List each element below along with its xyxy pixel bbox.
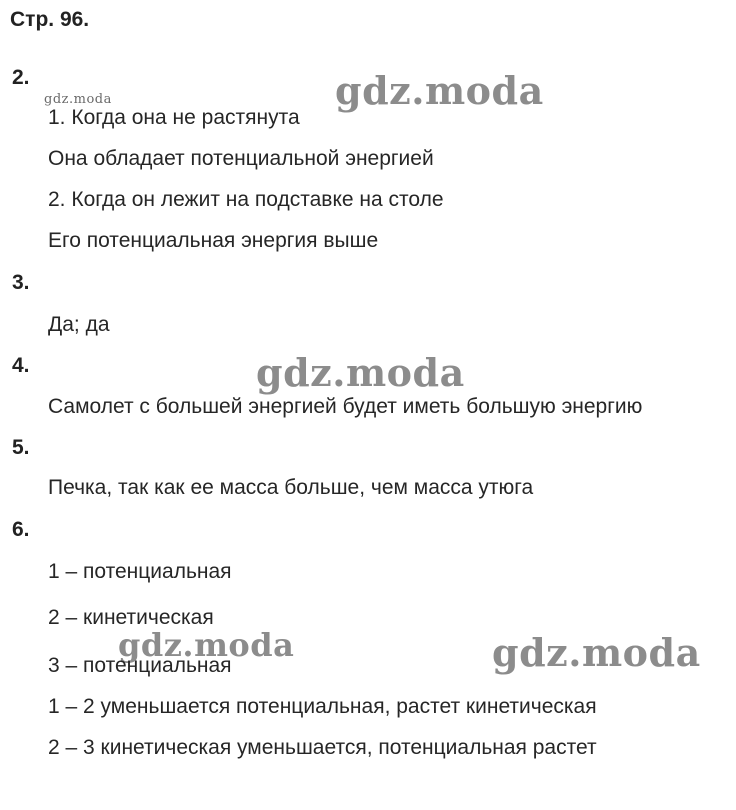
answer-line: Его потенциальная энергия выше [48, 229, 379, 252]
question-number: 5. [12, 436, 30, 459]
watermark: gdz.moda [118, 626, 295, 664]
watermark: gdz.moda [256, 350, 465, 395]
answer-line: 3 – потенциальная [48, 654, 232, 677]
answer-line: Печка, так как ее масса больше, чем масса утюга [48, 476, 534, 499]
answer-line: 1 – 2 уменьшается потенциальная, растет кинетическая [48, 695, 597, 718]
answer-line: Самолет с большей энергией будет иметь большую энергию [48, 395, 643, 418]
watermark-small: gdz.moda [44, 92, 112, 107]
answer-line: 2 – кинетическая [48, 606, 214, 629]
watermark: gdz.moda [492, 630, 701, 675]
watermark: gdz.moda [335, 68, 544, 113]
answer-line: 2 – 3 кинетическая уменьшается, потенциальная растет [48, 736, 597, 759]
page-title: Стр. 96. [10, 8, 90, 31]
question-number: 6. [12, 518, 30, 541]
answer-line: Она обладает потенциальной энергией [48, 147, 434, 170]
answer-line: 1 – потенциальная [48, 560, 232, 583]
question-number: 2. [12, 66, 30, 89]
answer-line: 1. Когда она не растянута [48, 106, 300, 129]
answer-line: Да; да [48, 313, 110, 336]
question-number: 3. [12, 271, 30, 294]
question-number: 4. [12, 354, 30, 377]
answer-line: 2. Когда он лежит на подставке на столе [48, 188, 444, 211]
